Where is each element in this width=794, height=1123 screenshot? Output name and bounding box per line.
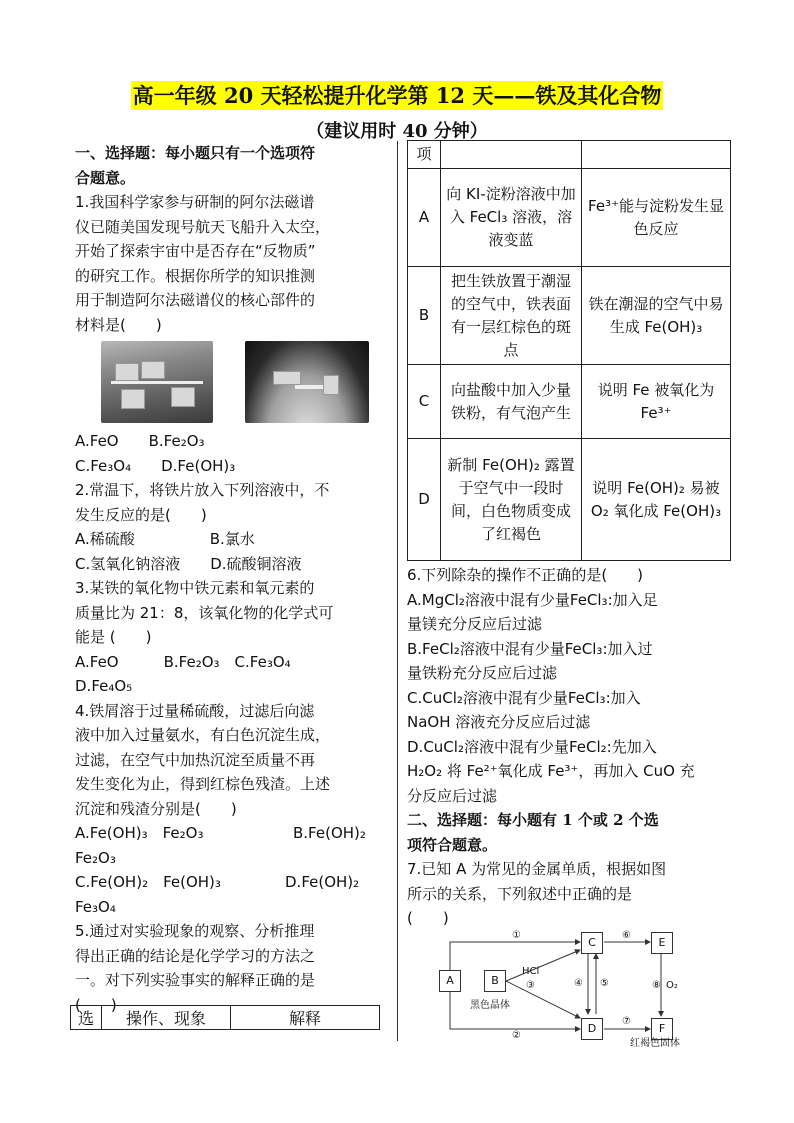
q4-option-b-cont: Fe₂O₃ (75, 848, 116, 867)
space-station-photo (101, 341, 213, 423)
question-3 (75, 576, 385, 699)
section1-heading-cont: 合题意。 (75, 168, 136, 187)
column-divider (397, 141, 398, 1041)
table-cell: 向 KI-淀粉溶液中加入 FeCl₃ 溶液，溶液变蓝 (441, 169, 582, 267)
q6-line: D.CuCl₂溶液中混有少量FeCl₂:先加入 (407, 737, 657, 756)
question-5 (75, 919, 385, 1017)
table-header-cell: 选 (71, 1006, 102, 1030)
q4-options-cd (75, 870, 385, 895)
question-2 (75, 478, 385, 576)
question-7 (407, 857, 725, 931)
node-a: A (439, 970, 461, 992)
step-6: ⑥ (622, 930, 631, 941)
q5-line: ( ) (75, 995, 117, 1014)
table-header-cell: 解释 (231, 1006, 380, 1030)
reaction-diagram (430, 930, 690, 1049)
node-b: B (484, 970, 506, 992)
q2-line: 2.常温下，将铁片放入下列溶液中，不 (75, 481, 330, 499)
question-6 (407, 563, 725, 808)
table-cell: 新制 Fe(OH)₂ 露置于空气中一段时间，白色物质变成了红褐色 (441, 439, 582, 561)
q1-line: 的研究工作。根据你所学的知识推测 (75, 266, 316, 285)
step-3: ③ (526, 980, 535, 991)
shuttle-earth-photo (245, 341, 369, 423)
table-header-cell: 操作、现象 (102, 1006, 231, 1030)
q6-line: 量镁充分反应后过滤 (407, 615, 543, 633)
label-black-crystal: 黑色晶体 (470, 1000, 510, 1011)
table-cell: 把生铁放置于潮湿的空气中，铁表面有一层红棕色的斑点 (441, 267, 582, 365)
page-subtitle: （建议用时 40 分钟） (306, 121, 488, 142)
q7-line: 所示的关系，下列叙述中正确的是 (407, 884, 633, 903)
q4-option-c: C.Fe(OH)₂ Fe(OH)₃ (75, 873, 221, 891)
q1-photos (75, 341, 385, 425)
q4-option-b: B.Fe(OH)₂ (293, 824, 366, 842)
q6-line: B.FeCl₂溶液中混有少量FeCl₃:加入过 (407, 639, 653, 658)
table-row (408, 267, 731, 365)
q4-option-d-cont: Fe₃O₄ (75, 897, 116, 916)
table-cell: 说明 Fe 被氧化为 Fe³⁺ (582, 365, 731, 439)
q5-table-header (70, 1005, 380, 1030)
step-7: ⑦ (622, 1016, 631, 1027)
q6-line: 量铁粉充分反应后过滤 (407, 664, 558, 682)
step-1: ① (512, 930, 521, 941)
q5-line: 得出正确的结论是化学学习的方法之 (75, 946, 316, 965)
table-cell: 铁在潮湿的空气中易生成 Fe(OH)₃ (582, 267, 731, 365)
q4-option-a: A.Fe(OH)₃ Fe₂O₃ (75, 824, 204, 842)
q6-line: 分反应后过滤 (407, 786, 498, 805)
q6-line: H₂O₂ 将 Fe²⁺氧化成 Fe³⁺，再加入 CuO 充 (407, 762, 695, 780)
q1-line: 仪已随美国发现号航天飞船升入太空， (75, 217, 331, 236)
table-cell (441, 141, 582, 169)
step-2: ② (512, 1030, 521, 1041)
left-column (75, 141, 385, 1017)
q3-line: 质量比为 21：8，该氧化物的化学式可 (75, 603, 334, 622)
table-cell (582, 141, 731, 169)
table-row (408, 141, 731, 169)
q3-line: 能是 ( ) (75, 628, 152, 646)
q6-line: A.MgCl₂溶液中混有少量FeCl₃:加入足 (407, 590, 658, 609)
q1-options-cd: C.Fe₃O₄ D.Fe(OH)₃ (75, 456, 236, 475)
table-cell: D (408, 439, 441, 561)
q5-line: 一。对下列实验事实的解释正确的是 (75, 971, 316, 989)
q2-line: 发生反应的是( ) (75, 505, 207, 524)
question-4 (75, 699, 385, 920)
node-d: D (581, 1018, 603, 1040)
q1-line: 1.我国科学家参与研制的阿尔法磁谱 (75, 193, 315, 211)
table-row (408, 365, 731, 439)
label-o2: O₂ (666, 980, 678, 991)
table-row (408, 439, 731, 561)
table-cell: A (408, 169, 441, 267)
table-cell: 向盐酸中加入少量铁粉，有气泡产生 (441, 365, 582, 439)
node-e: E (651, 932, 673, 954)
node-c: C (581, 932, 603, 954)
q6-line: 6.下列除杂的操作不正确的是( ) (407, 566, 644, 584)
q7-line: 7.已知 A 为常见的金属单质，根据如图 (407, 860, 667, 878)
q1-line: 用于制造阿尔法磁谱仪的核心部件的 (75, 291, 316, 309)
q7-line: ( ) (407, 909, 449, 927)
q5-table (407, 140, 731, 561)
step-4: ④ (574, 978, 583, 989)
q1-line: 开始了探索宇宙中是否存在“反物质” (75, 242, 316, 260)
node-f: F (651, 1018, 673, 1040)
q3-options-abc: A.FeO B.Fe₂O₃ C.Fe₃O₄ (75, 652, 291, 671)
section1-heading: 一、选择题：每小题只有一个选项符 (75, 144, 316, 162)
q1-line: 材料是( ) (75, 315, 162, 334)
table-cell: 项 (408, 141, 441, 169)
table-cell: Fe³⁺能与淀粉发生显色反应 (582, 169, 731, 267)
q4-line: 沉淀和残渣分别是( ) (75, 799, 237, 818)
q4-line: 过滤，在空气中加热沉淀至质量不再 (75, 750, 316, 769)
q2-options-cd: C.氢氧化钠溶液 D.硫酸铜溶液 (75, 554, 302, 573)
q4-line: 发生变化为止，得到红棕色残渣。上述 (75, 775, 331, 793)
q1-options-ab: A.FeO B.Fe₂O₃ (75, 432, 205, 450)
q4-line: 4.铁屑溶于过量稀硫酸，过滤后向滤 (75, 701, 315, 720)
step-5: ⑤ (600, 978, 609, 989)
label-hcl: HCl (522, 966, 540, 977)
q5-line: 5.通过对实验现象的观察、分析推理 (75, 922, 315, 940)
label-red-brown-solid: 红褐色固体 (630, 1038, 680, 1049)
q4-line: 液中加入过量氨水，有白色沉淀生成， (75, 726, 331, 744)
question-1 (75, 190, 385, 478)
q4-option-d: D.Fe(OH)₂ (285, 873, 360, 891)
q6-line: C.CuCl₂溶液中混有少量FeCl₃:加入 (407, 688, 641, 707)
q3-line: 3.某铁的氧化物中铁元素和氧元素的 (75, 579, 315, 597)
q4-options-ab (75, 821, 385, 846)
step-8: ⑧ (652, 980, 661, 991)
table-cell: B (408, 267, 441, 365)
table-cell: 说明 Fe(OH)₂ 易被 O₂ 氧化成 Fe(OH)₃ (582, 439, 731, 561)
q3-option-d: D.Fe₄O₅ (75, 677, 133, 695)
section2-heading-cont: 项符合题意。 (407, 835, 498, 854)
table-row (408, 169, 731, 267)
q6-line: NaOH 溶液充分反应后过滤 (407, 713, 591, 731)
right-column (407, 563, 725, 931)
section2-heading: 二、选择题：每小题有 1 个或 2 个选 (407, 811, 659, 829)
q2-options-ab: A.稀硫酸 B.氯水 (75, 530, 255, 548)
page-title: 高一年级 20 天轻松提升化学第 12 天——铁及其化合物 (132, 83, 662, 108)
table-cell: C (408, 365, 441, 439)
